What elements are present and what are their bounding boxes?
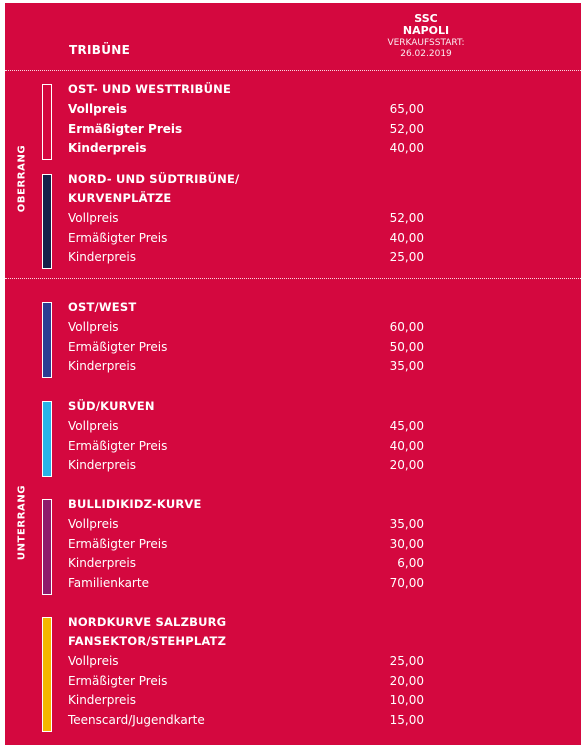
- price-value: 20,00: [389, 673, 424, 688]
- sale-start: [361, 38, 491, 60]
- price-value: 60,00: [389, 320, 424, 334]
- price-value: 6,00: [397, 556, 424, 571]
- price-category-label: Kinderpreis: [68, 250, 136, 265]
- team-line-1: SSC: [414, 12, 438, 25]
- price-category-label: Kinderpreis: [68, 359, 136, 374]
- price-category-label: Teenscard/Jugendkarte: [68, 713, 205, 728]
- price-row: [68, 119, 424, 139]
- price-category-label: Vollpreis: [68, 654, 119, 668]
- price-value: 25,00: [389, 250, 424, 265]
- price-category-label: Ermäßigter Preis: [68, 339, 168, 354]
- price-row: [68, 514, 424, 534]
- price-category-label: Vollpreis: [68, 517, 119, 531]
- price-row: [68, 416, 424, 436]
- price-row: [68, 553, 424, 573]
- price-category-label: Kinderpreis: [68, 693, 136, 708]
- price-category-label: Kinderpreis: [68, 458, 136, 473]
- price-row: [68, 534, 424, 554]
- price-row: [68, 651, 424, 671]
- section-color-bar: [42, 499, 52, 595]
- price-category-label: Ermäßigter Preis: [68, 438, 168, 453]
- section-title: OST- UND WESTTRIBÜNE: [68, 82, 231, 96]
- price-category-label: Vollpreis: [68, 211, 119, 225]
- price-value: 40,00: [389, 141, 424, 156]
- team-line-2: NAPOLI: [402, 24, 450, 37]
- price-category-label: Kinderpreis: [68, 141, 147, 156]
- price-row: [68, 356, 424, 376]
- section-color-bar: [42, 617, 52, 732]
- column-header-tribune: TRIBÜNE: [69, 43, 131, 57]
- price-value: 45,00: [389, 419, 424, 433]
- price-category-label: Ermäßigter Preis: [68, 536, 168, 551]
- section-title: OST/WEST: [68, 300, 137, 314]
- price-row: [68, 99, 424, 119]
- price-value: 30,00: [389, 536, 424, 551]
- price-row: [68, 573, 424, 593]
- sale-start-date: 26.02.2019: [400, 49, 452, 59]
- price-row: [68, 455, 424, 475]
- price-category-label: Ermäßigter Preis: [68, 121, 183, 136]
- price-row: [68, 228, 424, 248]
- price-value: 52,00: [389, 121, 424, 136]
- divider-middle: [5, 278, 581, 279]
- price-value: 35,00: [389, 359, 424, 374]
- price-value: 10,00: [389, 693, 424, 708]
- price-value: 65,00: [389, 102, 424, 116]
- section-color-bar: [42, 84, 52, 160]
- price-category-label: Vollpreis: [68, 320, 119, 334]
- tier-label-oberrang: OBERRANG: [16, 144, 28, 213]
- price-category-label: Vollpreis: [68, 419, 119, 433]
- price-row: [68, 138, 424, 158]
- price-category-label: Vollpreis: [68, 102, 128, 116]
- section-color-bar: [42, 401, 52, 477]
- price-value: 70,00: [389, 576, 424, 591]
- price-value: 35,00: [389, 517, 424, 531]
- price-row: [68, 436, 424, 456]
- price-value: 15,00: [389, 713, 424, 728]
- price-row: [68, 710, 424, 730]
- price-row: [68, 337, 424, 357]
- price-row: [68, 208, 424, 228]
- price-value: 20,00: [389, 458, 424, 473]
- price-table-panel: [5, 3, 581, 745]
- section-title: FANSEKTOR/STEHPLATZ: [68, 634, 227, 648]
- price-value: 25,00: [389, 654, 424, 668]
- price-value: 52,00: [389, 211, 424, 225]
- section-title: NORD- UND SÜDTRIBÜNE/: [68, 172, 240, 186]
- section-title: BULLIDIKIDZ-KURVE: [68, 497, 202, 511]
- opponent-header: [371, 13, 481, 37]
- price-category-label: Ermäßigter Preis: [68, 673, 168, 688]
- tier-label-unterrang: UNTERRANG: [16, 484, 28, 561]
- price-value: 40,00: [389, 230, 424, 245]
- price-value: 50,00: [389, 339, 424, 354]
- divider-top: [5, 70, 581, 71]
- price-value: 40,00: [389, 438, 424, 453]
- price-row: [68, 317, 424, 337]
- price-category-label: Ermäßigter Preis: [68, 230, 168, 245]
- price-row: [68, 671, 424, 691]
- section-title: SÜD/KURVEN: [68, 399, 155, 413]
- price-row: [68, 690, 424, 710]
- section-color-bar: [42, 302, 52, 378]
- price-row: [68, 247, 424, 267]
- price-category-label: Familienkarte: [68, 576, 149, 591]
- section-color-bar: [42, 174, 52, 269]
- sale-start-label: VERKAUFSSTART:: [387, 38, 465, 48]
- price-category-label: Kinderpreis: [68, 556, 136, 571]
- section-title: NORDKURVE SALZBURG: [68, 615, 227, 629]
- section-title: KURVENPLÄTZE: [68, 191, 172, 205]
